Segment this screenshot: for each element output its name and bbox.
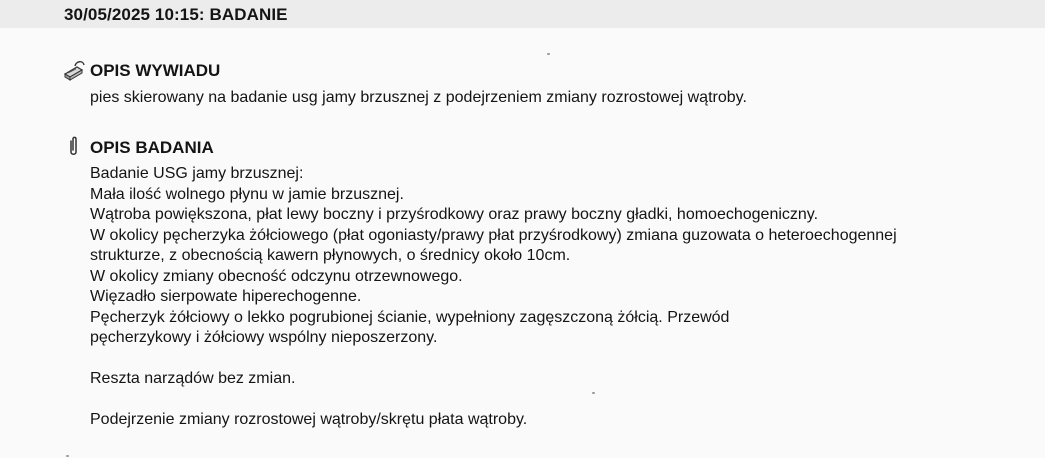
exam-title: OPIS BADANIA (90, 138, 214, 157)
exam-line: Więzadło sierpowate hiperechogenne. (90, 288, 362, 305)
scan-speck (547, 53, 550, 55)
exam-conclusion: Podejrzenie zmiany rozrostowej wątroby/skrętu płata wątroby. (90, 411, 528, 428)
scan-speck (66, 455, 69, 457)
exam-line: Pęcherzyk żółciowy o lekko pogrubionej ścianie, wypełniony zagęszczoną żółcią. Przewód (90, 308, 730, 326)
exam-line: W okolicy zmiany obecność odczynu otrzewnowego. (90, 267, 463, 285)
exam-line: W okolicy pęcherzyka żółciowego (płat ogoniasty/prawy płat przyśrodkowy) zmiana guzowata o heteroechogennej (90, 226, 897, 244)
history-section-header (62, 59, 220, 83)
history-title: OPIS WYWIADU (90, 61, 221, 80)
exam-line: strukturze, z obecnością kawern płynowych, o średnicy około 10cm. (90, 247, 571, 264)
paperclip-icon (62, 136, 86, 160)
history-text: pies skierowany na badanie usg jamy brzusznej z podejrzeniem zmiany rozrostowej wątroby. (90, 89, 747, 106)
scan-speck (592, 392, 595, 394)
exam-line: Wątroba powiększona, płat lewy boczny i przyśrodkowy oraz prawy boczny gładki, homoechogeniczny. (90, 206, 819, 223)
notepad-icon (62, 59, 86, 83)
exam-section-header (62, 136, 214, 160)
exam-rest: Reszta narządów bez zmian. (90, 370, 296, 387)
exam-line: Mała ilość wolnego płynu w jamie brzusznej. (90, 185, 404, 203)
exam-body (90, 164, 897, 431)
page-title: 30/05/2025 10:15: BADANIE (64, 5, 288, 24)
exam-line: Badanie USG jamy brzusznej: (90, 165, 304, 182)
exam-line: pęcherzykowy i żółciowy wspólny nieposzerzony. (90, 329, 438, 346)
